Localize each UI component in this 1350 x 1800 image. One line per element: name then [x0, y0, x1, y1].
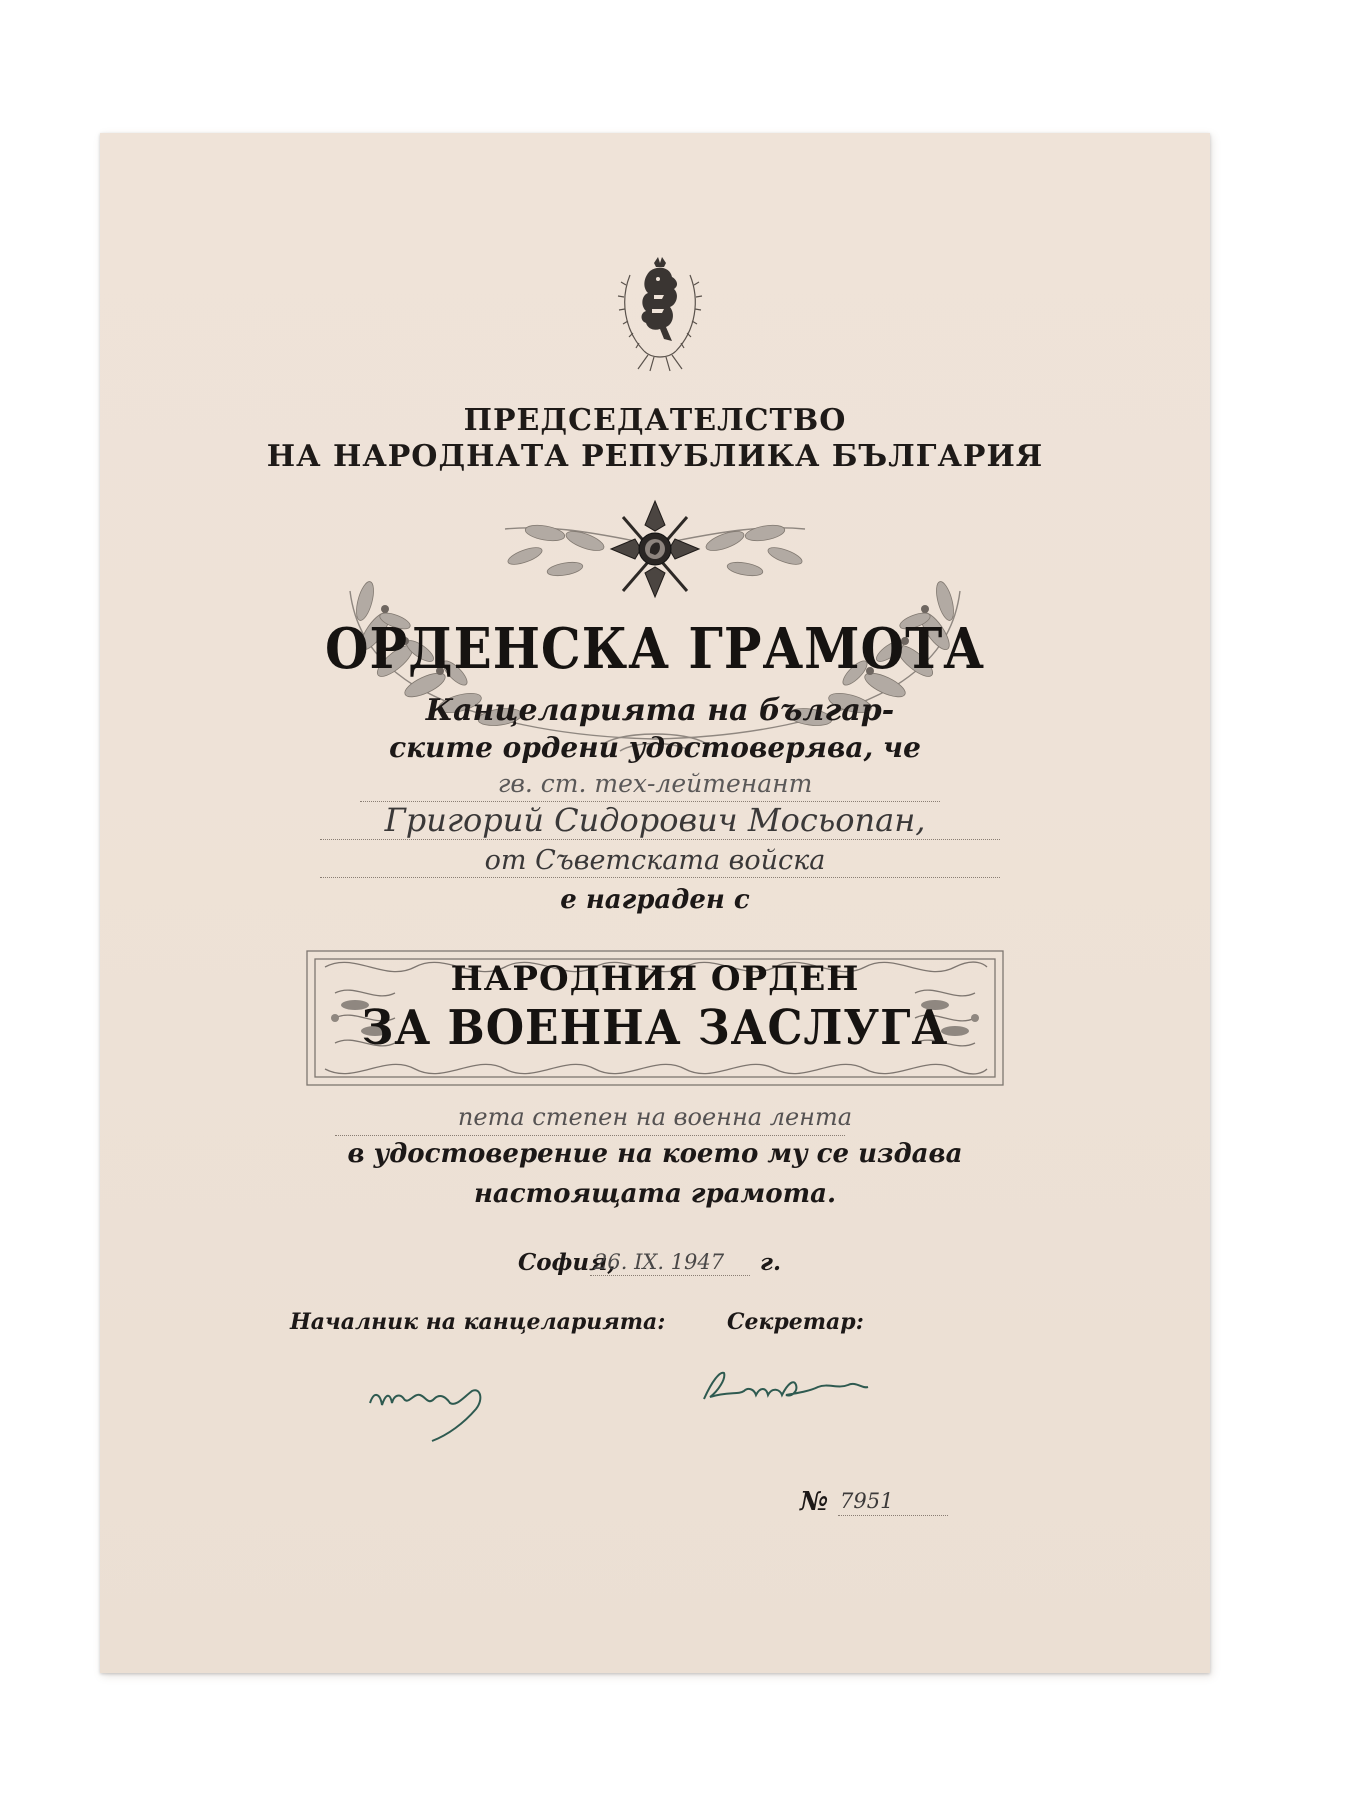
order-cross-with-swords-icon — [605, 495, 705, 605]
certificate-sheet — [100, 133, 1210, 1673]
recipient-name: Григорий Сидорович Мосьопан, — [384, 801, 926, 839]
closing-line-2: настоящата грамота. — [473, 1179, 837, 1209]
recipient-rank: гв. ст. тех-лейтенант — [497, 769, 813, 798]
bulgarian-lion-emblem-icon — [610, 255, 710, 375]
body-line-2: ските ордени удостоверява, че — [389, 731, 921, 764]
award-name-line-2: ЗА ВОЕННА ЗАСЛУГА — [361, 1000, 949, 1057]
closing-line-1: в удостоверение на което му се издава — [347, 1139, 963, 1169]
unit-fill-line — [320, 877, 1000, 878]
issuer-line-1: ПРЕДСЕДАТЕЛСТВО — [463, 403, 847, 438]
issue-date: 26. IX. 1947 — [594, 1250, 725, 1274]
award-name-line-1: НАРОДНИЯ ОРДЕН — [450, 959, 860, 999]
degree-fill-line — [335, 1135, 845, 1136]
certificate-number: 7951 — [840, 1489, 894, 1513]
date-fill-line — [590, 1275, 750, 1276]
number-fill-line — [838, 1515, 948, 1516]
year-suffix: г. — [760, 1249, 781, 1276]
secretary-signature — [698, 1361, 878, 1411]
certificate-title: ОРДЕНСКА ГРАМОТА — [324, 615, 986, 682]
secretary-label: Секретар: — [727, 1309, 864, 1335]
award-degree: пета степен на военна лента — [457, 1103, 853, 1131]
place-city: София, — [518, 1249, 616, 1276]
person-fill-line — [320, 839, 1000, 840]
body-line-1: Канцеларията на българ- — [425, 693, 895, 728]
certificate-number-prefix: № — [800, 1487, 829, 1517]
issuer-line-2: НА НАРОДНАТА РЕПУБЛИКА БЪЛГАРИЯ — [266, 439, 1044, 474]
recipient-unit: от Съветската войска — [484, 845, 826, 876]
awarded-with-text: е награден с — [560, 885, 750, 915]
chief-of-chancellery-label: Началник на канцеларията: — [290, 1309, 666, 1335]
chief-signature — [360, 1363, 540, 1443]
